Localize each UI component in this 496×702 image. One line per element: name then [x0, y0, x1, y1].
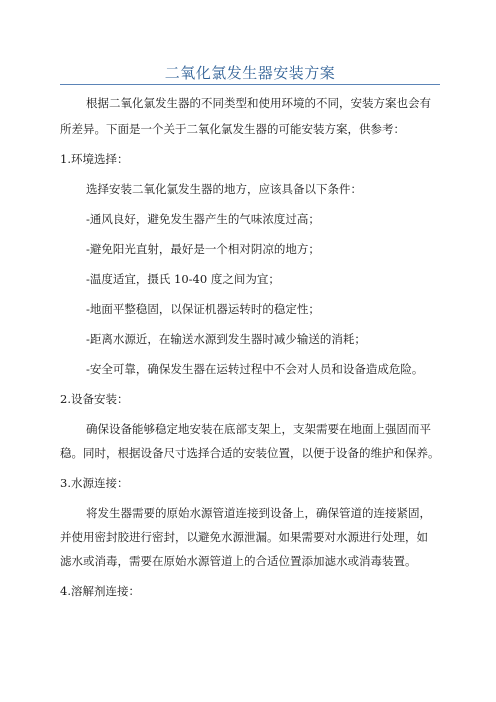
- document-title: 二氧化氯发生器安装方案: [164, 64, 336, 82]
- section-3-heading: 3.水源连接：: [60, 476, 129, 490]
- section-4-heading: 4.溶解剂连接：: [60, 584, 140, 598]
- section-2-line-2: 稳。同时，根据设备尺寸选择合适的安装位置，以便于设备的维护和保养。: [60, 446, 440, 460]
- section-1-item-2: -避免阳光直射，最好是一个相对阴凉的地方；: [86, 242, 320, 256]
- section-1-item-1: -通风良好，避免发生器产生的气味浓度过高；: [86, 212, 320, 226]
- section-1-item-3: -温度适宜，摄氏 10-40 度之间为宜；: [86, 272, 280, 286]
- section-1-item-5: -距离水源近，在输送水源到发生器时减少输送的消耗；: [86, 332, 366, 346]
- section-3-line-2: 并使用密封胶进行密封，以避免水源泄漏。如果需要对水源进行处理，如: [60, 530, 428, 544]
- section-1-item-4: -地面平整稳固，以保证机器运转时的稳定性；: [86, 302, 320, 316]
- section-1-lead: 选择安装二氧化氯发生器的地方，应该具备以下条件：: [86, 182, 362, 196]
- title-divider: [60, 84, 440, 85]
- section-3-line-1: 将发生器需要的原始水源管道连接到设备上，确保管道的连接紧固，: [86, 506, 431, 520]
- section-1-heading: 1.环境选择：: [60, 152, 129, 166]
- section-1-item-6: -安全可靠，确保发生器在运转过程中不会对人员和设备造成危险。: [86, 362, 424, 376]
- section-2-heading: 2.设备安装：: [60, 392, 129, 406]
- section-3-line-3: 滤水或消毒，需要在原始水源管道上的合适位置添加滤水或消毒装置。: [60, 554, 417, 568]
- intro-line-1: 根据二氧化氯发生器的不同类型和使用环境的不同，安装方案也会有: [86, 96, 431, 110]
- intro-line-2: 所差异。下面是一个关于二氧化氯发生器的可能安装方案，供参考：: [60, 122, 405, 136]
- section-2-line-1: 确保设备能够稳定地安装在底部支架上，支架需要在地面上强固而平: [86, 422, 431, 436]
